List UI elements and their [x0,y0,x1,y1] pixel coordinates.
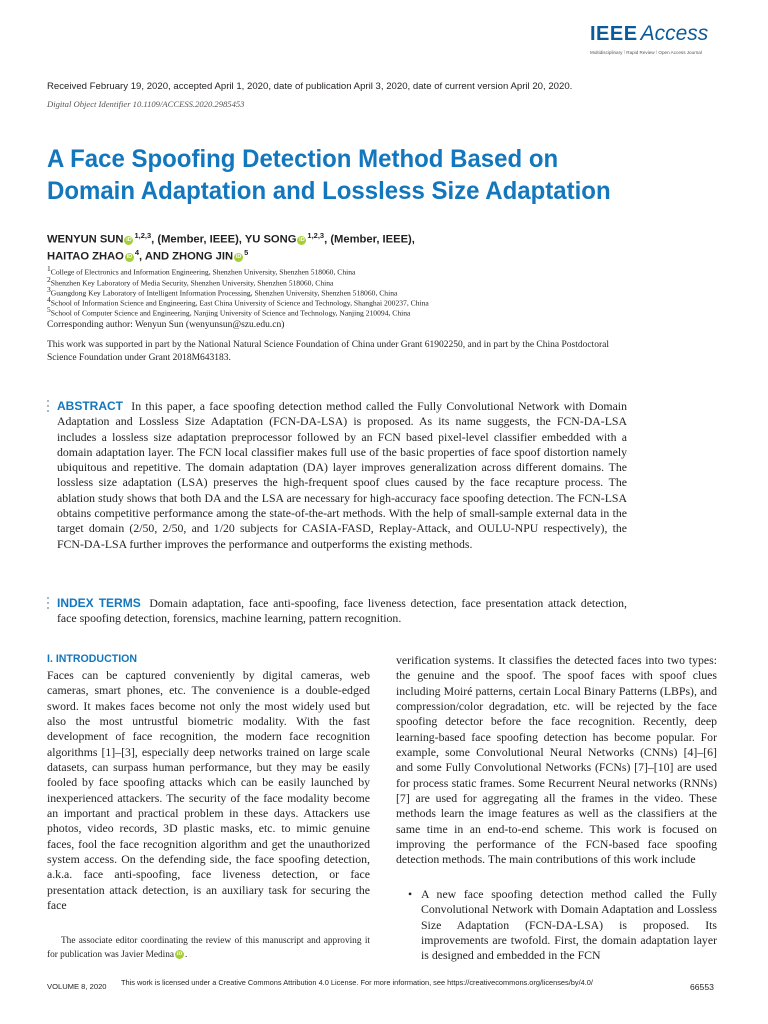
logo-brand: IEEE [590,23,638,45]
affiliation-text: Guangdong Key Laboratory of Intelligent Information Processing, Shenzhen University, Shenzhen 518060, China [50,288,398,298]
index-terms-text: Domain adaptation, face anti-spoofing, face liveness detection, face presentation attack detection, face spoofing detection, forensics, machine learning, pattern recognition. [57,596,627,626]
bullet-icon: • [408,887,413,901]
footnote: The associate editor coordinating the review of this manuscript and approving it for publication was Javier Medina iD . [47,936,370,960]
section-marker-icon [47,597,50,612]
journal-logo [590,24,720,55]
doi-line: Digital Object Identifier 10.1109/ACCESS.2020.2985453 [47,99,245,109]
body-column-left: Faces can be captured conveniently by digital cameras, web cameras, smart phones, etc. The convenience is a double-edged sword. It makes faces become not only the most widely used but also the most untrustful biometric modality. With the fast development of face recognition, the modern face recognition algorithms [1]–[3], especially deep networks trained on large scale datasets, can surpass human performance, but they may be easily fooled by face spoofing attacks which can be easily launched by inexperienced attackers. The security of the face modality become an important and practical problem in these days. Attackers use photos, video records, 3D plastic masks, etc. to mimic genuine faces, fool the face recognition algorithm and get the unauthorized system access. On the defending side, the face spoofing detection, a.k.a. face anti-spoofing, face liveness detection, or face presentation attack detection, is an auxiliary task for securing the face [47,668,370,913]
author-affil-sup: 5 [244,248,249,257]
affiliation-text: College of Electronics and Information Engineering, Shenzhen University, Shenzhen 518060, China [50,267,356,277]
section-marker-icon [47,400,50,415]
footer-license[interactable]: This work is licensed under a Creative Commons Attribution 4.0 License. For more information, see https://creativecommons.org/licenses/by/4.0/ [121,978,593,987]
orcid-icon[interactable]: iD [176,951,183,957]
paper-title [47,143,642,207]
affiliation-text: Shenzhen Key Laboratory of Media Security, Shenzhen University, Shenzhen 518060, China [50,278,334,288]
corresponding-author: Corresponding author: Wenyun Sun (wenyunsun@szu.edu.cn) [47,320,285,330]
author-line [47,231,415,246]
affiliation-number: 3 [47,285,51,294]
affiliation-text: School of Information Science and Engineering, East China University of Science and Technology, Shanghai 200237, China [50,298,429,308]
index-terms-block [57,596,627,627]
affiliation-number: 4 [47,295,51,304]
affiliation-number: 5 [47,305,51,314]
funding-statement: This work was supported in part by the National Natural Science Foundation of China under Grant 61902250, and in part by the China Postdoctoral Science Foundation under Grant 2018M643183. [47,340,609,363]
author-text: , (Member, IEEE), [324,233,415,246]
index-terms-label: INDEX TERMS [57,596,141,610]
orcid-icon[interactable]: iD [235,253,242,260]
author-name: HAITAO ZHAO [47,250,124,263]
list-item [409,887,717,964]
title-line: A Face Spoofing Detection Method Based on [47,145,559,173]
affiliation-number: 2 [47,275,51,284]
author-affil-sup: 1,2,3 [307,231,325,240]
footnote-text: The associate editor coordinating the review of this manuscript and approving it for publication was Javier Medina [47,936,370,960]
body-column-right: verification systems. It classifies the detected faces into two types: the genuine and the spoof. The spoof faces with spoof clues including Moiré patterns, certain Local Binary Patterns (LBPs), and compression/color degradation, etc. will be rejected by the face spoofing detector before the face recognition. Recently, deep learning-based face spoofing detection has become popular. For example, some Convolutional Neural Networks (CNNs) [4]–[6] and some Fully Convolutional Networks (FCNs) [7]–[10] are used for process static frames. Some Recurrent Neural networks (RNNs) [7] are used for aggregating all the frames in the video. These methods learn the image features as well as the classifiers at the same time in an end-to-end scheme. This work is focused on improving the performance of the FCN-based face spoofing detection methods. The main contributions of this work include [396,653,717,867]
logo-tagline: Multidisciplinary ⁞ Rapid Review ⁞ Open Access Journal [590,50,702,55]
received-dates: Received February 19, 2020, accepted April 1, 2020, date of publication April 3, 2020, date of current version April 20, 2020. [47,81,573,92]
affiliation-number: 1 [47,264,51,273]
orcid-icon[interactable]: iD [126,236,132,243]
author-name: WENYUN SUN [47,233,124,246]
list-item-text: A new face spoofing detection method called the Fully Convolutional Network with Domain Adaptation and Lossless Size Adaptation (FCN-DA-LSA) is proposed. Its improvements are twofold. First, the domain adaptation layer is designed and embedded in the FCN [421,887,717,963]
logo-journal-name: Access [640,22,709,45]
author-affil-sup: 4 [134,248,140,257]
page-number: 66553 [690,982,714,992]
orcid-icon[interactable]: iD [299,236,305,243]
author-text: , (Member, IEEE), YU SONG [151,233,297,246]
author-text: , AND ZHONG JIN [139,250,234,263]
author-affil-sup: 1,2,3 [134,231,152,240]
title-line: Domain Adaptation and Lossless Size Adaptation [47,177,611,205]
orcid-icon[interactable]: iD [126,253,133,260]
footer-volume: VOLUME 8, 2020 [47,982,107,991]
abstract-label: ABSTRACT [57,399,123,413]
affiliation [47,305,410,318]
affiliation-text: School of Computer Science and Engineering, Nanjing University of Science and Technology, Nanjing 210094, China [50,308,411,318]
abstract-block [57,399,627,552]
section-heading: I. INTRODUCTION [47,653,138,665]
author-line [47,248,248,263]
abstract-text: In this paper, a face spoofing detection method called the Fully Convolutional Network with Domain Adaptation and Lossless Size Adaptation (FCN-DA-LSA) is proposed. As its name suggests, the FCN-DA-LSA includes a lossless size adaptation preprocessor followed by an FCN based pixel-level classifier embedded with a domain adaptation layer. The FCN local classifier makes full use of the basic properties of face spoof distortion namely ubiquitous and repetitive. The domain adaptation (DA) layer improves generalization across different domains. The lossless size adaptation (LSA) preserves the high-frequent spoof clues caused by the face recapture process. The ablation study shows that both DA and the LSA are necessary for high-accuracy face spoofing detection. The FCN-LSA obtains competitive performance among the state-of-the-art methods. With the help of small-sample external data in the target domain (2/50, 2/50, and 1/20 subjects for CASIA-FASD, Replay-Attack, and OULU-NPU respectively), the FCN-DA-LSA further improves the performance and outperforms the existing methods. [57,399,627,551]
